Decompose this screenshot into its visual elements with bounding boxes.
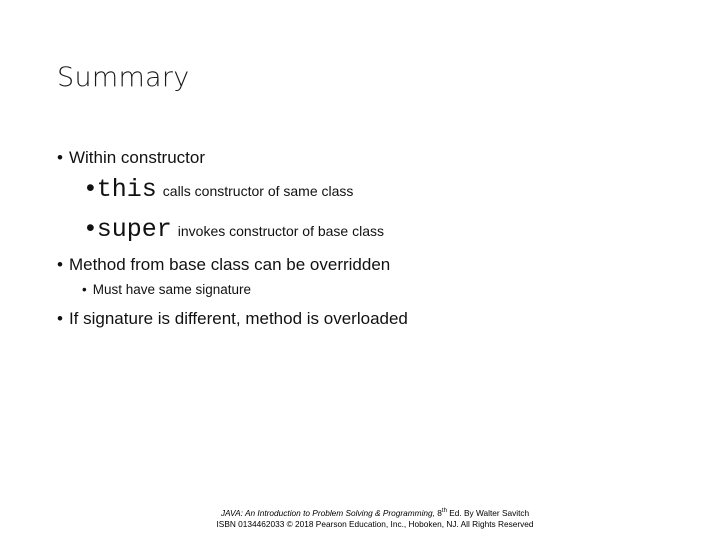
footer-edition-number: 8	[437, 508, 442, 518]
footer-edition-author: Ed. By Walter Savitch	[449, 508, 530, 518]
bullet-text: If signature is different, method is overloaded	[68, 309, 408, 328]
footer-edition-suffix: th	[441, 508, 447, 515]
bullet-text: Method from base class can be overridden	[68, 255, 391, 274]
bullet-dot: •	[57, 255, 63, 274]
bullet-method-overridden	[57, 255, 390, 275]
bullet-super	[86, 214, 384, 244]
code-keyword-this: this	[96, 175, 157, 204]
footer-line-1	[0, 508, 720, 518]
bullet-dot: •	[86, 214, 95, 242]
footer-book-title: JAVA: An Introduction to Problem Solving & Programming,	[220, 508, 435, 518]
bullet-text: calls constructor of same class	[162, 183, 354, 199]
bullet-text: Within constructor	[68, 148, 205, 167]
bullet-this	[86, 174, 353, 204]
bullet-overloaded	[57, 309, 408, 329]
slide-title: Summary	[57, 62, 190, 93]
bullet-text: invokes constructor of base class	[177, 223, 384, 239]
bullet-dot: •	[57, 148, 63, 167]
code-keyword-super: super	[96, 215, 172, 244]
bullet-dot: •	[57, 309, 63, 328]
footer-line-2: ISBN 0134462033 © 2018 Pearson Education, Inc., Hoboken, NJ. All Rights Reserved	[216, 519, 534, 529]
bullet-text: Must have same signature	[92, 282, 252, 297]
bullet-dot: •	[86, 174, 95, 202]
bullet-within-constructor	[57, 148, 205, 168]
bullet-dot: •	[82, 282, 87, 297]
bullet-same-signature	[82, 282, 251, 297]
